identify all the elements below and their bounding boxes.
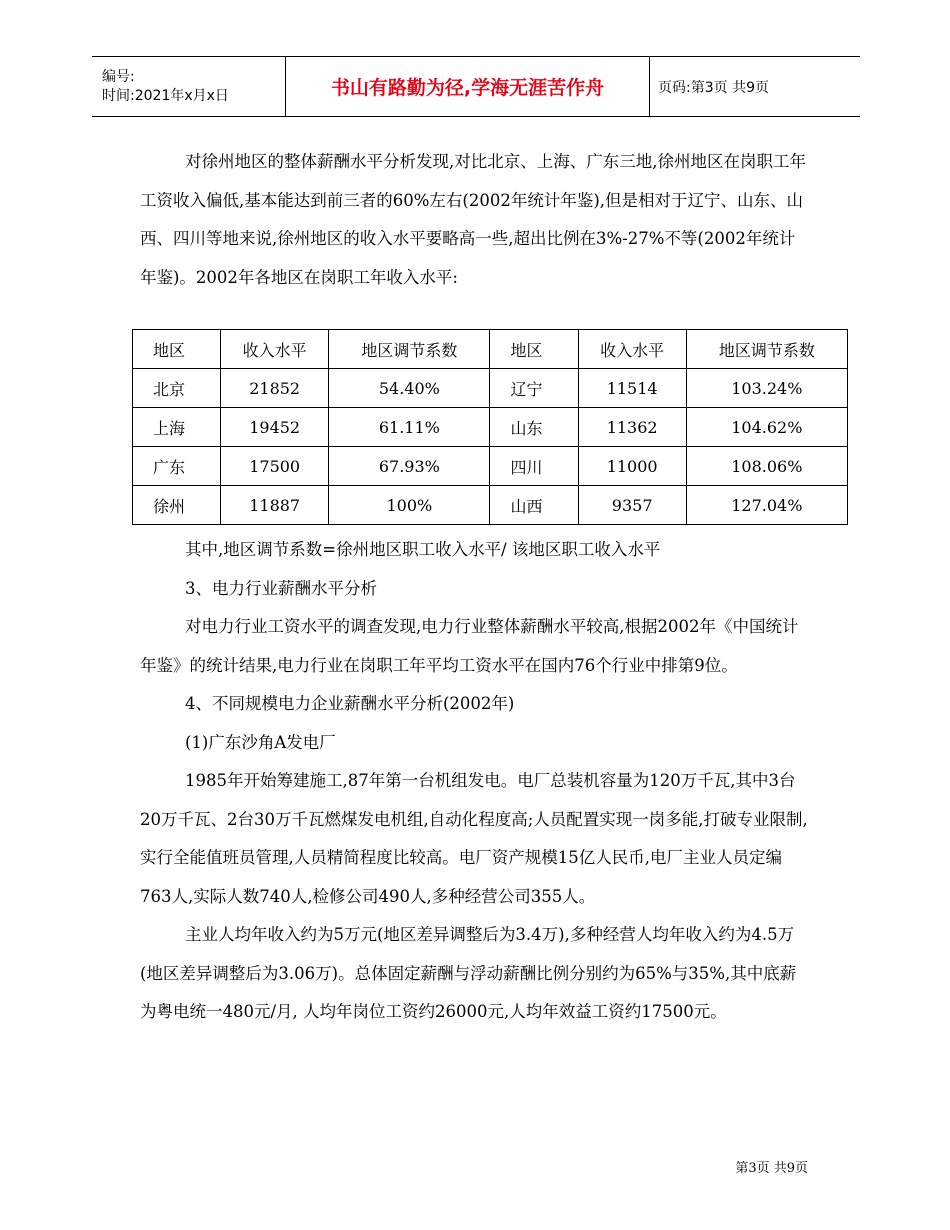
table-cell: 山西 — [490, 486, 578, 525]
table-header-cell: 地区调节系数 — [329, 330, 490, 369]
table-cell: 108.06% — [686, 447, 847, 486]
page-header — [92, 56, 860, 117]
table-cell: 100% — [329, 486, 490, 525]
table-cell: 67.93% — [329, 447, 490, 486]
coefficient-note: 其中,地区调节系数=徐州地区职工收入水平/ 该地区职工收入水平 — [185, 540, 661, 559]
table-cell: 11514 — [578, 369, 686, 408]
table-header-cell: 收入水平 — [578, 330, 686, 369]
table-header-cell: 地区 — [490, 330, 578, 369]
table-header-cell: 地区调节系数 — [686, 330, 847, 369]
table-cell: 19452 — [221, 408, 329, 447]
table-header-row — [133, 330, 848, 369]
table-cell: 11000 — [578, 447, 686, 486]
header-motto: 书山有路勤为径,学海无涯苦作舟 — [285, 57, 650, 116]
table-cell: 21852 — [221, 369, 329, 408]
table-cell: 山东 — [490, 408, 578, 447]
table-cell: 辽宁 — [490, 369, 578, 408]
table-cell: 9357 — [578, 486, 686, 525]
paragraph-plant-pay: 主业人均年收入约为5万元(地区差异调整后为3.4万),多种经营人均年收入约为4.5万(地区差异调整后为3.06万)。总体固定薪酬与浮动薪酬比例分别约为65%与35%,其中底薪为粤电统一480元/月, 人均年岗位工资约26000元,人均年效益工资约17500元。 — [140, 925, 797, 1021]
header-page-info: 页码:第3页 共9页 — [658, 79, 769, 96]
table-row — [133, 408, 848, 447]
document-body — [140, 143, 815, 1032]
table-cell: 四川 — [490, 447, 578, 486]
table-cell: 17500 — [221, 447, 329, 486]
table-header-cell: 地区 — [133, 330, 221, 369]
table-cell: 北京 — [133, 369, 221, 408]
paragraph-power-industry: 对电力行业工资水平的调查发现,电力行业整体薪酬水平较高,根据2002年《中国统计年鉴》的统计结果,电力行业在岗职工年平均工资水平在国内76个行业中排第9位。 — [140, 617, 799, 675]
section-heading-3: 3、电力行业薪酬水平分析 — [185, 578, 377, 598]
table-cell: 54.40% — [329, 369, 490, 408]
header-meta — [92, 57, 285, 116]
table-row — [133, 447, 848, 486]
section-heading-4: 4、不同规模电力企业薪酬水平分析(2002年) — [185, 694, 515, 713]
table-cell: 11362 — [578, 408, 686, 447]
paragraph-plant-profile: 1985年开始筹建施工,87年第一台机组发电。电厂总装机容量为120万千瓦,其中3台20万千瓦、2台30万千瓦燃煤发电机组,自动化程度高;人员配置实现一岗多能,打破专业限制,实行全能值班员管理,人员精简程度比较高。电厂资产规模15亿人民币,电厂主业人员定编763人,实际人数740人,检修公司490人,多种经营公司355人。 — [140, 771, 808, 906]
table-cell: 11887 — [221, 486, 329, 525]
spacer — [140, 297, 810, 325]
page-footer: 第3页 共9页 — [735, 1161, 808, 1176]
table-row — [133, 486, 848, 525]
table-header-cell: 收入水平 — [221, 330, 329, 369]
date-label: 时间:2021年x月x日 — [102, 87, 229, 104]
table-cell: 徐州 — [133, 486, 221, 525]
subsection-heading-1: (1)广东沙角A发电厂 — [185, 732, 336, 752]
paragraph-xuzhou-analysis: 对徐州地区的整体薪酬水平分析发现,对比北京、上海、广东三地,徐州地区在岗职工年工资收入偏低,基本能达到前三者的60%左右(2002年统计年鉴),但是相对于辽宁、山东、山西、四川等地来说,徐州地区的收入水平要略高一些,超出比例在3%-27%不等(2002年统计年鉴)。2002年各地区在岗职工年收入水平: — [140, 152, 806, 287]
table-cell: 61.11% — [329, 408, 490, 447]
table-cell: 103.24% — [686, 369, 847, 408]
income-table — [132, 329, 848, 525]
table-cell: 127.04% — [686, 486, 847, 525]
table-cell: 广东 — [133, 447, 221, 486]
table-cell: 上海 — [133, 408, 221, 447]
doc-number-label: 编号: — [102, 68, 135, 85]
table-cell: 104.62% — [686, 408, 847, 447]
table-row — [133, 369, 848, 408]
